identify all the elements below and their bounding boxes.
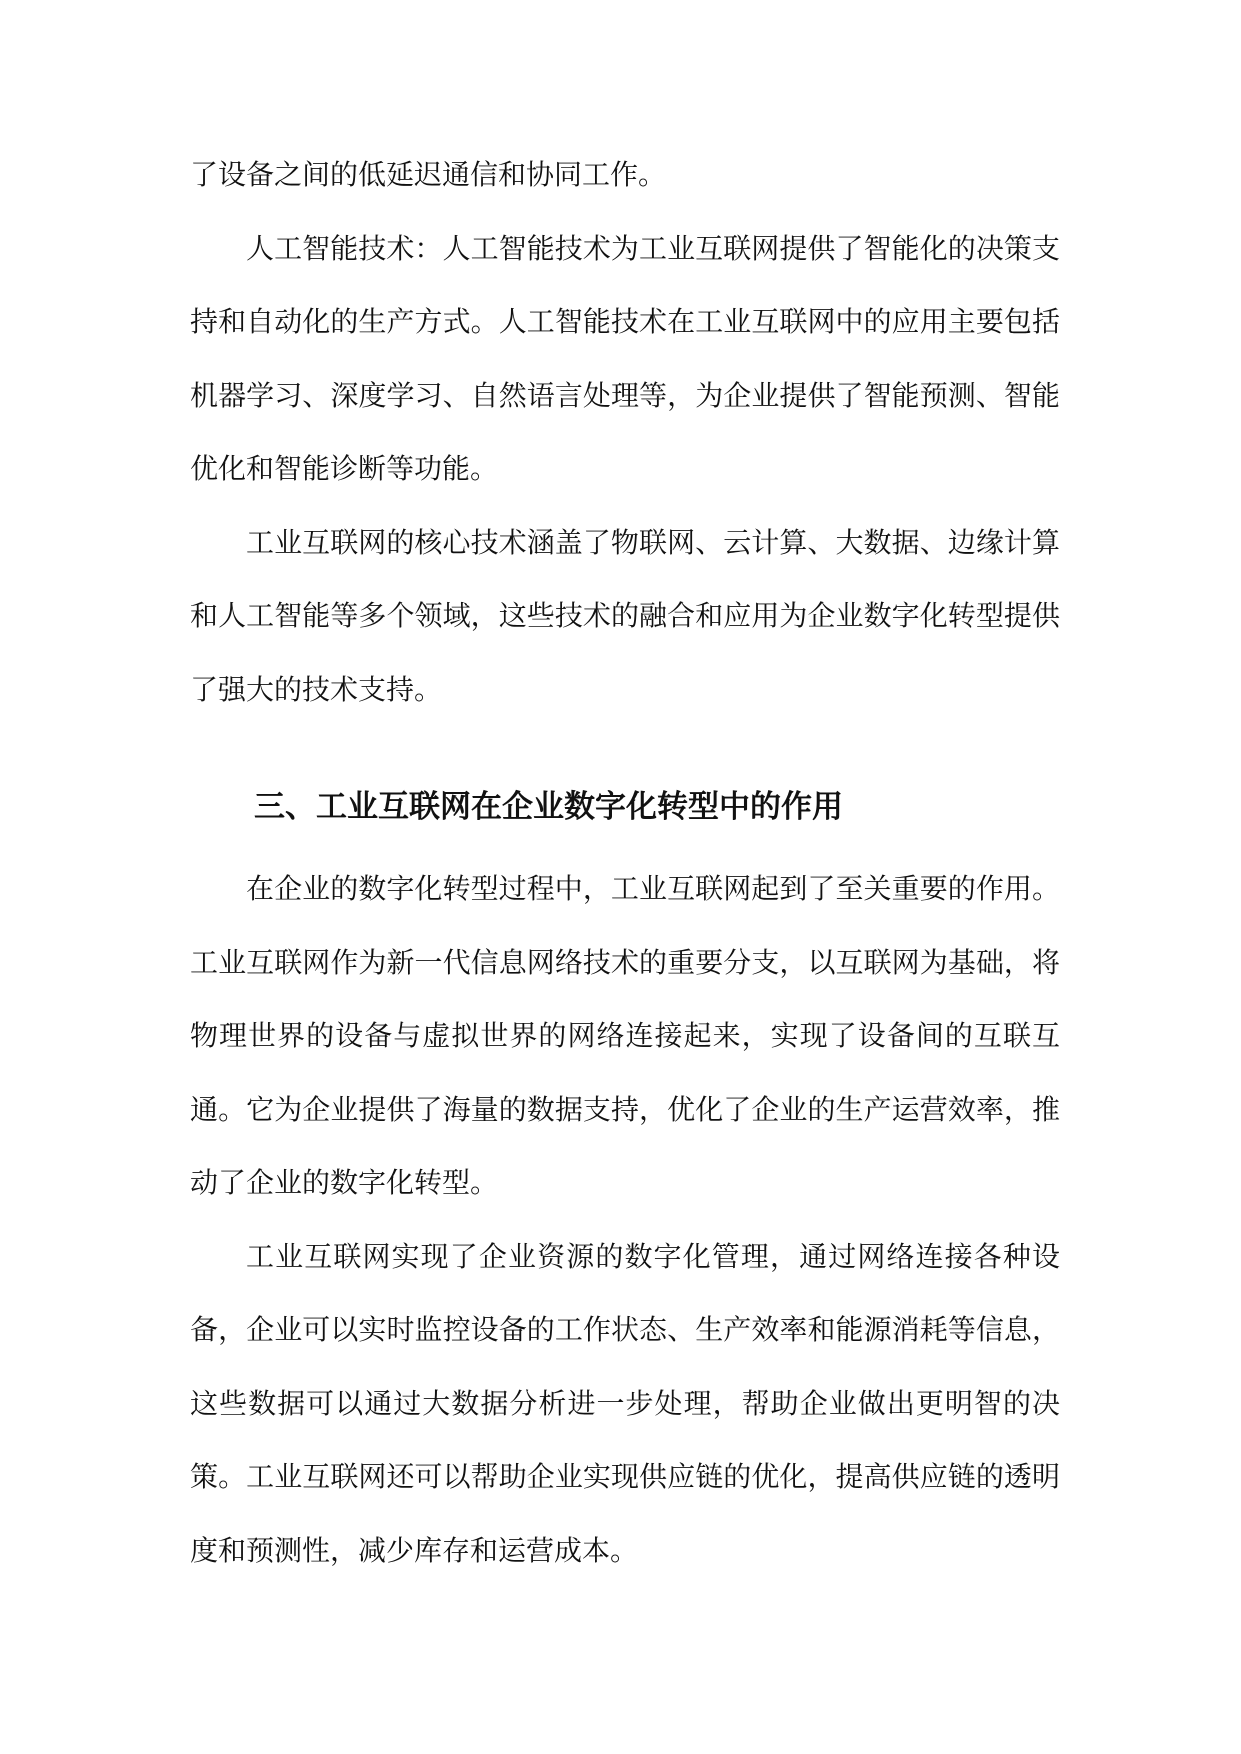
document-body — [190, 138, 1060, 1587]
paragraph-role-in-transformation: 在企业的数字化转型过程中，工业互联网起到了至关重要的作用。工业互联网作为新一代信息网络技术的重要分支，以互联网为基础，将物理世界的设备与虚拟世界的网络连接起来，实现了设备间的互联互通。它为企业提供了海量的数据支持，优化了企业的生产运营效率，推动了企业的数字化转型。 — [190, 872, 1060, 1199]
paragraph-ai-technology: 人工智能技术：人工智能技术为工业互联网提供了智能化的决策支持和自动化的生产方式。人工智能技术在工业互联网中的应用主要包括机器学习、深度学习、自然语言处理等，为企业提供了智能预测、智能优化和智能诊断等功能。 — [190, 231, 1060, 485]
paragraph-resource-digital-management: 工业互联网实现了企业资源的数字化管理，通过网络连接各种设备，企业可以实时监控设备的工作状态、生产效率和能源消耗等信息，这些数据可以通过大数据分析进一步处理，帮助企业做出更明智的决策。工业互联网还可以帮助企业实现供应链的优化，提高供应链的透明度和预测性，减少库存和运营成本。 — [190, 1239, 1060, 1567]
paragraph-continued: 了设备之间的低延迟通信和协同工作。 — [190, 158, 667, 191]
section-heading: 三、工业互联网在企业数字化转型中的作用 — [254, 789, 843, 825]
paragraph-core-technologies-summary: 工业互联网的核心技术涵盖了物联网、云计算、大数据、边缘计算和人工智能等多个领域，这些技术的融合和应用为企业数字化转型提供了强大的技术支持。 — [190, 525, 1060, 706]
